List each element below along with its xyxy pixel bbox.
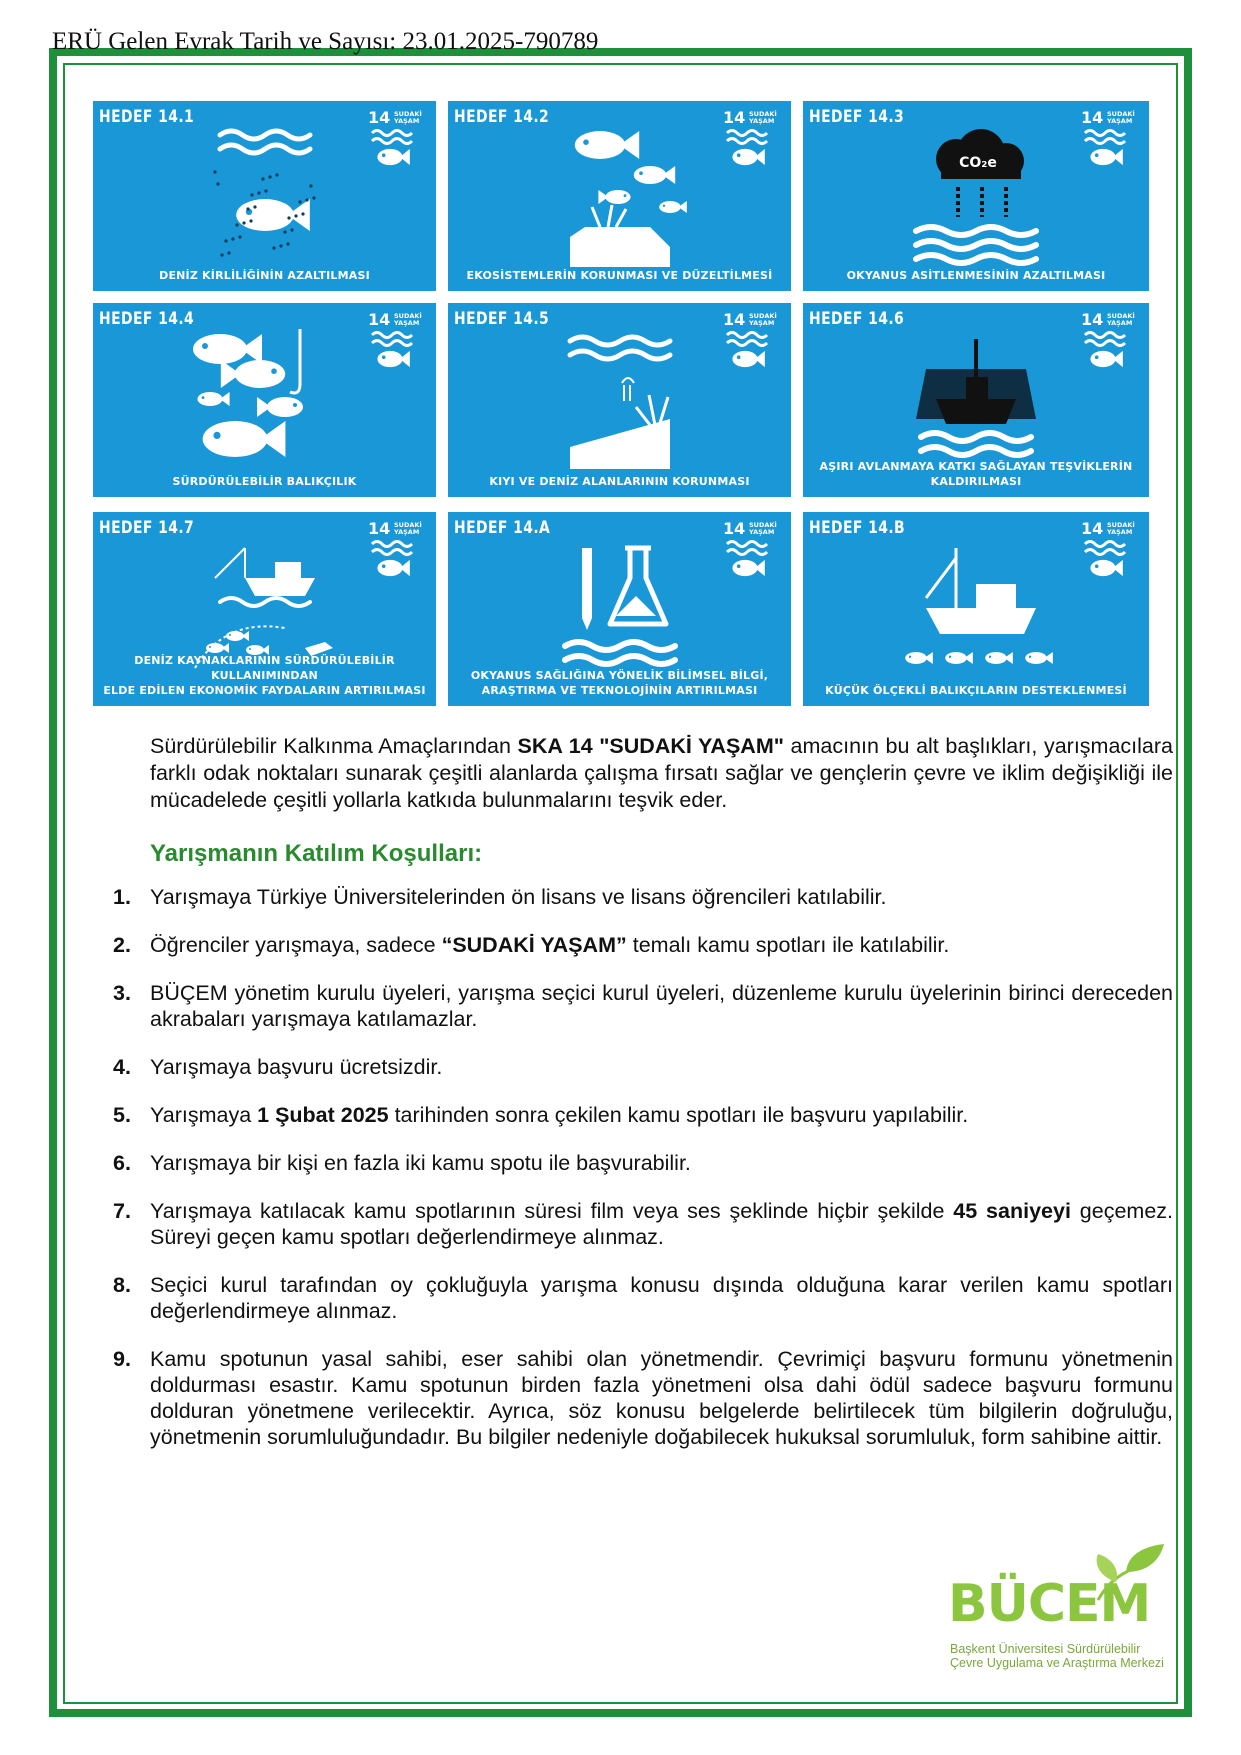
condition-number: 2. [113, 933, 131, 957]
condition-text: Yarışmaya Türkiye Üniversitelerinden ön lisans ve lisans öğrencileri katılabilir. [150, 885, 887, 909]
condition-text: Yarışmaya katılacak kamu spotlarının süresi film veya ses şeklinde hiçbir şekilde [150, 1199, 954, 1223]
goal-label-2: YAŞAM [394, 117, 420, 125]
goal-14-badge [368, 518, 426, 588]
goal-label-1: SUDAKİ [1107, 110, 1135, 118]
goal-label-1: SUDAKİ [394, 521, 422, 529]
goal-label-1: SUDAKİ [394, 110, 422, 118]
goal-label-2: YAŞAM [1107, 319, 1133, 327]
bucem-logo [948, 1548, 1168, 1668]
target-tile-14-2 [448, 101, 791, 291]
goal-label-2: YAŞAM [1107, 117, 1133, 125]
goal-14-badge [723, 518, 781, 588]
goal-14-badge [1081, 309, 1139, 379]
goal-label-2: YAŞAM [749, 117, 775, 125]
target-code: HEDEF 14.6 [809, 309, 905, 329]
goal-14-badge [368, 309, 426, 379]
target-caption-line: OKYANUS ASİTLENMESİNİN AZALTILMASI [846, 269, 1106, 282]
condition-number: 6. [113, 1151, 131, 1175]
co2-cloud-icon [886, 127, 1066, 267]
condition-text: BÜÇEM yönetim kurulu üyeleri, yarışma seçici kurul üyeleri, düzenleme kurulu üyelerinin birinci dereceden akrabaları yarışmaya katılamazlar. [150, 981, 1173, 1031]
goal-number: 14 [723, 519, 746, 538]
science-flask-icon [530, 538, 710, 678]
target-caption-line: ELDE EDİLEN EKONOMİK FAYDALARIN ARTIRILMASI [103, 684, 426, 697]
condition-text: temalı kamu spotları ile katılabilir. [626, 933, 950, 957]
goal-number: 14 [368, 108, 391, 127]
target-caption [99, 474, 430, 489]
goal-14-badge [723, 107, 781, 177]
logo-word: BÜCEM [948, 1574, 1151, 1634]
target-caption [99, 268, 430, 283]
target-caption [454, 268, 785, 283]
target-caption-line: OKYANUS SAĞLIĞINA YÖNELİK BİLİMSEL BİLGİ, [470, 669, 769, 682]
goal-number: 14 [368, 519, 391, 538]
condition-number: 3. [113, 981, 131, 1005]
goal-label-1: SUDAKİ [749, 521, 777, 529]
target-caption-line: KÜÇÜK ÖLÇEKLİ BALIKÇILARIN DESTEKLENMESİ [825, 684, 1127, 697]
condition-emphasis: “SUDAKİ YAŞAM” [441, 933, 627, 957]
goal-label-1: SUDAKİ [394, 312, 422, 320]
target-caption [809, 683, 1143, 698]
fishing-hook-icon [175, 329, 355, 469]
goal-label-2: YAŞAM [1107, 528, 1133, 536]
condition-item [113, 1054, 1173, 1080]
condition-text: Yarışmaya başvuru ücretsizdir. [150, 1055, 443, 1079]
small-fishing-boat-icon [886, 538, 1066, 678]
condition-item [113, 1272, 1173, 1324]
goal-label-1: SUDAKİ [749, 312, 777, 320]
condition-item [113, 980, 1173, 1032]
target-caption-line: SÜRDÜRÜLEBİLİR BALIKÇILIK [172, 475, 357, 488]
target-code: HEDEF 14.5 [454, 309, 550, 329]
goal-number: 14 [1081, 310, 1104, 329]
goal-label-2: YAŞAM [394, 528, 420, 536]
goal-label-1: SUDAKİ [1107, 521, 1135, 529]
condition-item [113, 1346, 1173, 1450]
target-code: HEDEF 14.4 [99, 309, 195, 329]
target-caption [809, 459, 1143, 489]
target-code: HEDEF 14.A [454, 518, 551, 538]
target-caption-line: DENİZ KAYNAKLARININ SÜRDÜRÜLEBİLİR KULLANIMINDAN [134, 654, 395, 682]
target-tile-14-7 [93, 512, 436, 706]
condition-number: 4. [113, 1055, 131, 1079]
conditions-heading: Yarışmanın Katılım Koşulları: [150, 840, 483, 867]
condition-text: Yarışmaya [150, 1103, 258, 1127]
target-tile-14-b [803, 512, 1149, 706]
goal-14-badge [1081, 518, 1139, 588]
intro-paragraph [150, 733, 1173, 814]
goal-number: 14 [1081, 108, 1104, 127]
goal-14-badge [368, 107, 426, 177]
condition-number: 7. [113, 1199, 131, 1223]
goal-number: 14 [1081, 519, 1104, 538]
target-caption-line: EKOSİSTEMLERİN KORUNMASI VE DÜZELTİLMESİ [466, 269, 773, 282]
condition-emphasis: 45 saniyeyi [953, 1199, 1071, 1223]
target-code: HEDEF 14.B [809, 518, 906, 538]
goal-number: 14 [368, 310, 391, 329]
intro-bold: SKA 14 "SUDAKİ YAŞAM" [517, 734, 784, 758]
target-code: HEDEF 14.2 [454, 107, 550, 127]
condition-number: 8. [113, 1273, 131, 1297]
target-code: HEDEF 14.7 [99, 518, 195, 538]
condition-item [113, 1198, 1173, 1250]
condition-number: 5. [113, 1103, 131, 1127]
condition-text: Yarışmaya bir kişi en fazla iki kamu spotu ile başvurabilir. [150, 1151, 691, 1175]
condition-text: tarihinden sonra çekilen kamu spotları ile başvuru yapılabilir. [388, 1103, 969, 1127]
condition-text: Kamu spotunun yasal sahibi, eser sahibi olan yönetmendir. Çevrimiçi başvuru formunu yönetmenin doldurması esastır. Kamu spotunun birden fazla yönetmeni olsa dahi ödül sadece başvuru formunu dolduran yönetmene verilecektir. Ayrıca, söz konusu belgelerde belirtilecek tüm bilgilerin doğruluğu, yönetmenin sorumluluğundadır. Bu bilgiler nedeniyle doğabilecek hukuksal sorumluluk, form sahibine aittir. [150, 1347, 1173, 1449]
goal-14-badge [723, 309, 781, 379]
goal-number: 14 [723, 108, 746, 127]
target-tile-14-3 [803, 101, 1149, 291]
condition-text: Öğrenciler yarışmaya, sadece [150, 933, 442, 957]
condition-text: Seçici kurul tarafından oy çokluğuyla yarışma konusu dışında olduğuna karar verilen kamu spotları değerlendirmeye alınmaz. [150, 1273, 1173, 1323]
goal-label-1: SUDAKİ [1107, 312, 1135, 320]
target-tile-14-5 [448, 303, 791, 497]
goal-label-2: YAŞAM [749, 319, 775, 327]
target-code: HEDEF 14.1 [99, 107, 195, 127]
intro-text-1: Sürdürülebilir Kalkınma Amaçlarından [150, 734, 518, 758]
svg-text:CO₂e: CO₂e [959, 155, 997, 171]
condition-item [113, 884, 1173, 910]
goal-label-2: YAŞAM [394, 319, 420, 327]
target-caption [454, 474, 785, 489]
target-caption [454, 668, 785, 698]
target-caption-line: ARAŞTIRMA VE TEKNOLOJİNİN ARTIRILMASI [481, 684, 758, 697]
target-tile-14-4 [93, 303, 436, 497]
condition-text: geçemez. Süreyi geçen kamu spotları değerlendirmeye alınmaz. [150, 1199, 1173, 1249]
target-caption-line: KIYI VE DENİZ ALANLARININ KORUNMASI [489, 475, 750, 488]
goal-number: 14 [723, 310, 746, 329]
target-caption [99, 653, 430, 698]
target-caption-line: AŞIRI AVLANMAYA KATKI SAĞLAYAN TEŞVİKLERİN KALDIRILMASI [819, 460, 1133, 488]
target-code: HEDEF 14.3 [809, 107, 905, 127]
logo-subtitle-2: Çevre Uygulama ve Araştırma Merkezi [950, 1656, 1164, 1670]
goal-label-1: SUDAKİ [749, 110, 777, 118]
intro-text-2: amacının bu alt başlıkları, yarışmacılara farklı odak noktaları sunarak çeşitli alanlarda çalışma fırsatı sağlar ve gençlerin çevre ve iklim değişikliği ile mücadelede çeşitli yollarla katkıda bulunmalarını teşvik eder. [150, 734, 1173, 812]
condition-item [113, 1150, 1173, 1176]
coastal-area-icon [530, 329, 710, 469]
condition-number: 9. [113, 1347, 131, 1371]
goal-label-2: YAŞAM [749, 528, 775, 536]
target-tile-14-a [448, 512, 791, 706]
conditions-list [113, 884, 1173, 1450]
goal-14-badge [1081, 107, 1139, 177]
fish-pollution-icon [175, 127, 355, 267]
marine-ecosystem-icon [530, 127, 710, 267]
sdg14-target-grid [93, 101, 1149, 706]
document-stamp: ERÜ Gelen Evrak Tarih ve Sayısı: 23.01.2025-790789 [52, 28, 599, 55]
condition-number: 1. [113, 885, 131, 909]
trawler-subsidy-icon [886, 329, 1066, 469]
target-caption [809, 268, 1143, 283]
condition-item [113, 1102, 1173, 1128]
target-tile-14-6 [803, 303, 1149, 497]
target-caption-line: DENİZ KİRLİLİĞİNİN AZALTILMASI [159, 269, 370, 282]
logo-subtitle-1: Başkent Üniversitesi Sürdürülebilir [950, 1642, 1141, 1656]
condition-item [113, 932, 1173, 958]
condition-emphasis: 1 Şubat 2025 [257, 1103, 389, 1127]
target-tile-14-1 [93, 101, 436, 291]
